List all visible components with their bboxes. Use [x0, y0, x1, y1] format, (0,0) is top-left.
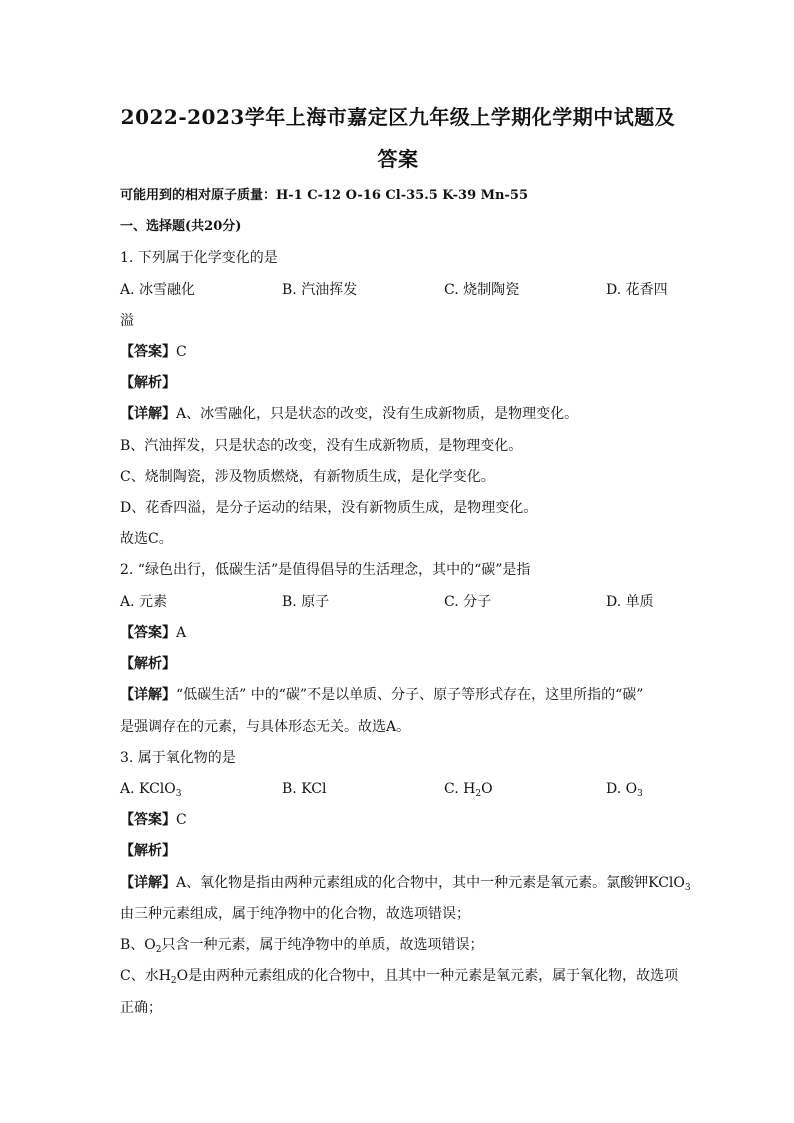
q3-detail-a1-subscript: 3: [684, 883, 691, 893]
q3-option-c-text-end: O: [481, 781, 493, 797]
q2-detail-2: 是强调存在的元素，与具体形态无关。故选A。: [120, 719, 411, 735]
q3-detail-b-subscript: 2: [155, 945, 162, 955]
q3-detail-c1-text: C、水H: [120, 968, 171, 984]
q2-detail-1-text: “低碳生活” 中的“碳”不是以单质、分子、原子等形式存在，这里所指的“碳”: [176, 687, 644, 703]
page-title-line-1: 2022-2023学年上海市嘉定区九年级上学期化学期中试题及: [120, 105, 676, 129]
q3-detail-a1-text: A、氧化物是指由两种元素组成的化合物中，其中一种元素是氧元素。氯酸钾KClO: [176, 875, 685, 891]
q3-analysis-label: 【解析】: [120, 843, 176, 859]
q1-option-d: D. 花香四: [606, 282, 668, 298]
q3-option-c: [444, 780, 493, 798]
q3-detail-a2: 由三种元素组成，属于纯净物中的化合物，故选项错误；: [120, 906, 470, 922]
atomic-masses-note: 可能用到的相对原子质量：H-1 C-12 O-16 Cl-35.5 K-39 Mn-55: [120, 188, 528, 203]
q3-option-d: [606, 780, 643, 798]
q2-stem: 2. “绿色出行，低碳生活”是值得倡导的生活理念，其中的“碳”是指: [120, 562, 531, 578]
q3-answer: [120, 811, 187, 829]
q1-detail-a-text: A、冰雪融化，只是状态的改变，没有生成新物质，是物理变化。: [176, 406, 579, 422]
q3-detail-c1: [120, 967, 678, 985]
q3-option-d-text: D. O: [606, 781, 638, 797]
q1-stem: 1. 下列属于化学变化的是: [120, 250, 278, 266]
q1-detail-b: B、汽油挥发，只是状态的改变，没有生成新物质，是物理变化。: [120, 438, 523, 454]
q1-conclusion: 故选C。: [120, 531, 173, 547]
q1-answer-value: C: [176, 344, 187, 360]
q1-option-c: C. 烧制陶瓷: [444, 282, 520, 298]
q2-analysis-label: 【解析】: [120, 656, 176, 672]
q3-option-b: B. KCl: [282, 781, 327, 797]
q3-detail-c1-subscript: 2: [170, 976, 177, 986]
q2-option-d: D. 单质: [606, 594, 654, 610]
q2-option-c: C. 分子: [444, 594, 492, 610]
q3-option-d-subscript: 3: [637, 789, 643, 799]
page-title-line-2: 答案: [377, 147, 419, 171]
q1-answer: [120, 343, 187, 361]
q3-answer-value: C: [176, 812, 187, 828]
detail-label: 【详解】: [120, 406, 176, 422]
q2-option-b: B. 原子: [282, 594, 330, 610]
q3-detail-b: [120, 936, 484, 954]
answer-label: 【答案】: [120, 812, 176, 828]
q1-option-d-continued: 溢: [120, 313, 134, 329]
q3-detail-b-text: B、O: [120, 937, 156, 953]
q3-detail-c2: 正确；: [120, 1000, 162, 1016]
q3-stem: 3. 属于氧化物的是: [120, 750, 236, 766]
q2-answer: [120, 624, 186, 642]
q3-option-a-text: A. KClO: [120, 781, 176, 797]
q3-detail-b-text-end: 只含一种元素，属于纯净物中的单质，故选项错误；: [161, 937, 484, 953]
q2-option-a: A. 元素: [120, 594, 168, 610]
q3-option-c-text: C. H: [444, 781, 476, 797]
q1-option-a: A. 冰雪融化: [120, 282, 196, 298]
q1-detail-c: C、烧制陶瓷，涉及物质燃烧，有新物质生成，是化学变化。: [120, 469, 495, 485]
q3-detail-c1-text-end: O是由两种元素组成的化合物中，且其中一种元素是氧元素，属于氧化物，故选项: [176, 968, 679, 984]
q3-option-c-subscript: 2: [475, 789, 482, 799]
detail-label: 【详解】: [120, 875, 176, 891]
q1-option-b: B. 汽油挥发: [282, 282, 358, 298]
q2-answer-value: A: [176, 625, 187, 641]
q1-analysis-label: 【解析】: [120, 375, 176, 391]
q3-option-a-subscript: 3: [175, 789, 182, 799]
q1-detail-d: D、花香四溢，是分子运动的结果，没有新物质生成，是物理变化。: [120, 500, 538, 516]
answer-label: 【答案】: [120, 625, 176, 641]
answer-label: 【答案】: [120, 344, 176, 360]
q1-detail-a: [120, 405, 578, 423]
q3-detail-a1: [120, 874, 691, 892]
detail-label: 【详解】: [120, 687, 176, 703]
q2-detail-1: [120, 686, 643, 704]
q3-option-a: [120, 780, 182, 798]
section-heading: 一、选择题(共20分): [120, 219, 242, 234]
